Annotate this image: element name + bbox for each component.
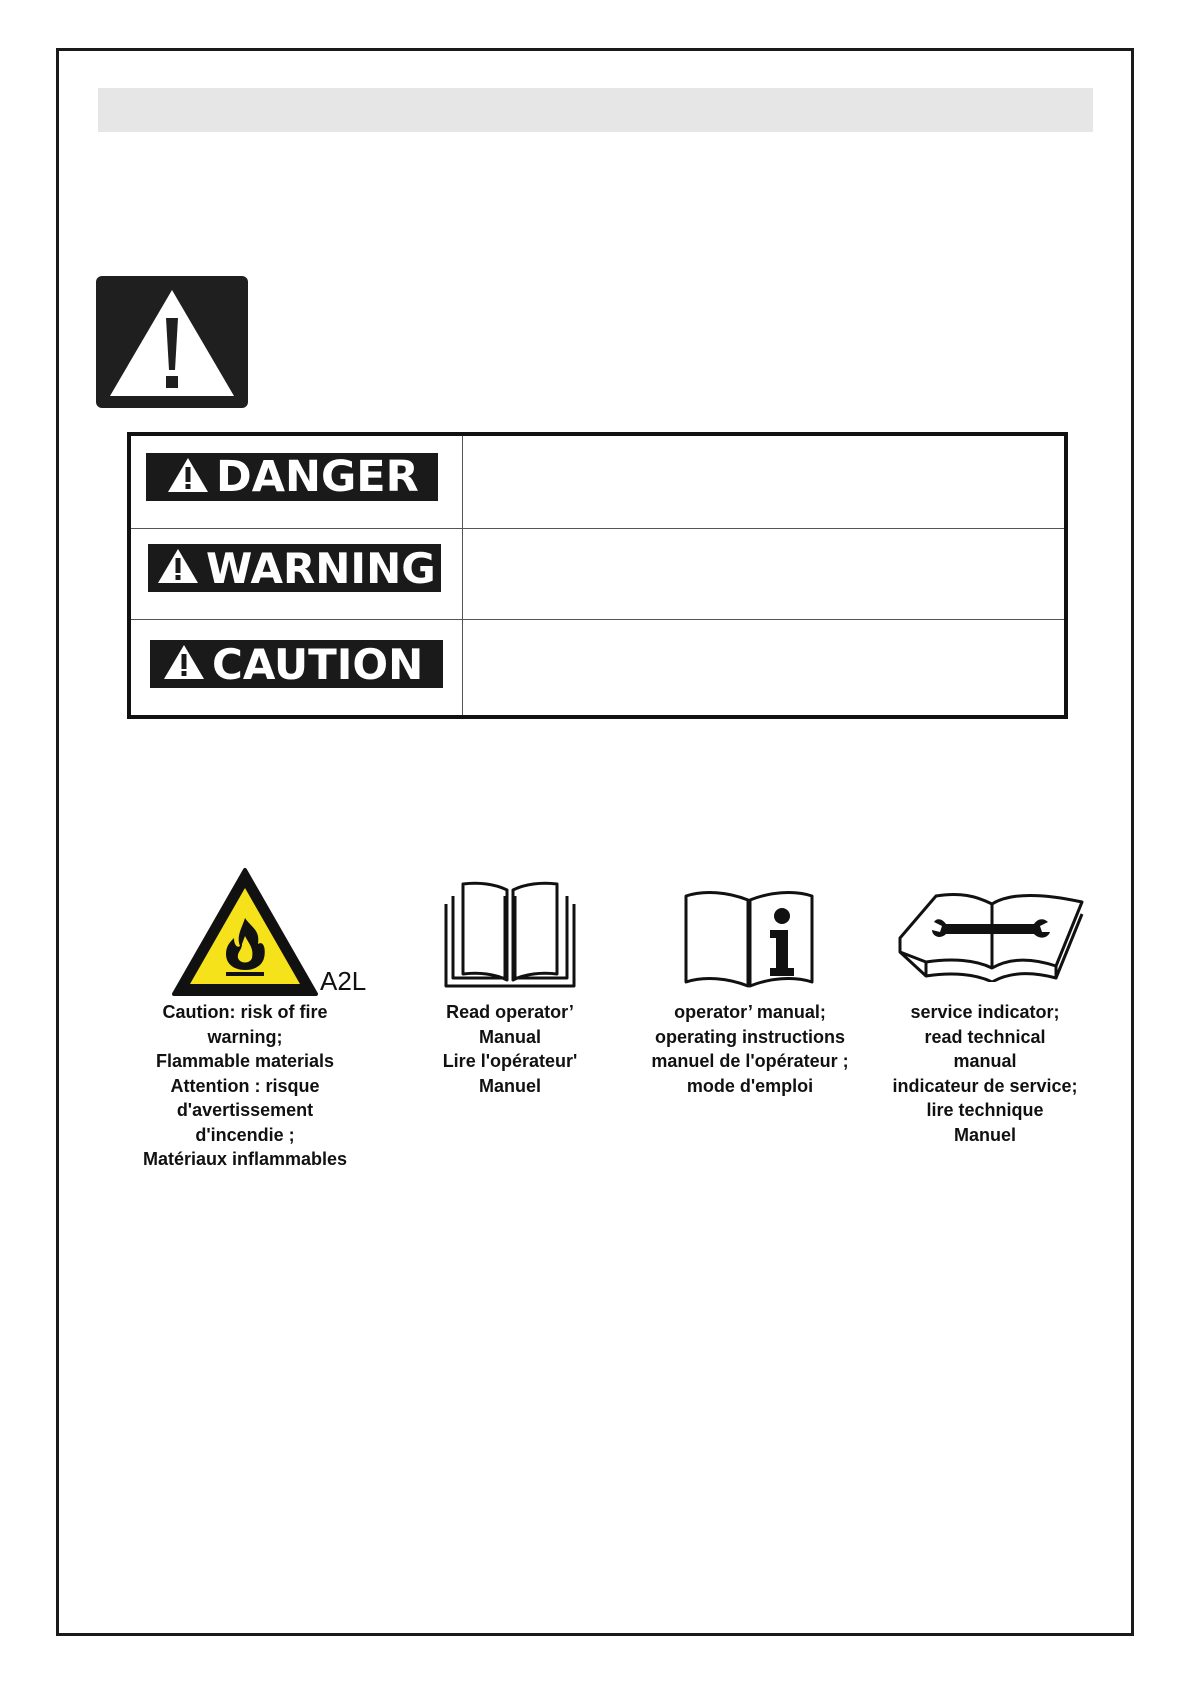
read-manual-icon (443, 878, 577, 994)
table-row-caution (131, 620, 1064, 715)
operator-manual-caption: operator’ manual; operating instructions manuel de l'opérateur ; mode d'emploi (651, 1002, 849, 1096)
refrigerant-class-tag: A2L (320, 966, 367, 996)
service-indicator-caption: service indicator; read technical manual indicateur de service; lire technique Manuel (892, 1002, 1078, 1145)
signal-word-table (127, 432, 1068, 719)
caution-label (150, 640, 443, 688)
service-indicator-icon (896, 888, 1088, 986)
flammable-caption: Caution: risk of fire warning; Flammable materials Attention : risque d'avertissement d'incendie ; Matériaux inflammables (142, 1002, 348, 1169)
table-row-warning (131, 529, 1064, 620)
warning-triangle-icon (162, 643, 206, 685)
warning-triangle-icon (166, 456, 210, 498)
warning-triangle-icon (156, 547, 200, 589)
general-warning-icon (96, 276, 248, 408)
table-row-danger (131, 436, 1064, 529)
operator-manual-info-icon (682, 888, 816, 992)
danger-label (146, 453, 438, 501)
caution-word: CAUTION (212, 639, 424, 689)
read-manual-caption: Read operator’ Manual Lire l'opérateur' Manuel (442, 1002, 578, 1096)
flammable-warning-icon (170, 866, 320, 1002)
header-band (98, 88, 1093, 132)
warning-word: WARNING (206, 543, 436, 593)
danger-word: DANGER (216, 452, 419, 502)
warning-label (148, 544, 441, 592)
